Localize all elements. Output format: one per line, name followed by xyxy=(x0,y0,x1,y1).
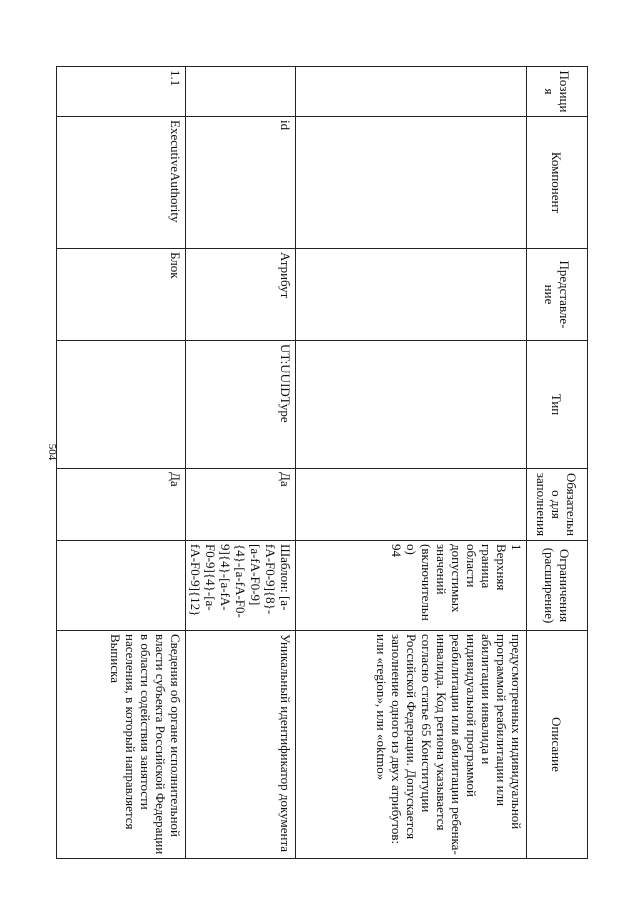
cell-description: Сведения об органе исполнительной власти субъекта Российской Федерации в области содействия занятости населения, в который направляется Выписка xyxy=(57,631,186,859)
header-component: Компонент xyxy=(527,117,588,249)
cell-required xyxy=(296,469,527,541)
header-position: Позиция xyxy=(527,67,588,117)
cell-representation: Атрибут xyxy=(186,249,296,341)
header-type: Тип xyxy=(527,341,588,469)
page-number: 504 xyxy=(46,443,58,461)
cell-restriction: 1 Верхняя граница области допустимых значений (включительно) 94 xyxy=(296,541,527,631)
specification-table xyxy=(56,66,588,859)
cell-representation: Блок xyxy=(57,249,186,341)
cell-position xyxy=(296,67,527,117)
cell-restriction: Шаблон: [a-fA-F0-9]{8}-[a-fA-F0-9]{4}-[a-fA-F0-9]{4}-[a-fA-F0-9]{4}-[a-fA-F0-9]{12} xyxy=(186,541,296,631)
table-row xyxy=(296,67,527,859)
cell-position: 1.1 xyxy=(57,67,186,117)
cell-type: UT:UUIDType xyxy=(186,341,296,469)
table-row xyxy=(186,67,296,859)
header-description: Описание xyxy=(527,631,588,859)
cell-restriction xyxy=(57,541,186,631)
cell-component: id xyxy=(186,117,296,249)
cell-description: предусмотренных индивидуальной программой реабилитации или абилитации инвалида и индивидуальной программой реабилитации или абилитации ребенка-инвалида. Код региона указывается согласно статье 65 Конституции Российской Федерации. Допускается заполнение одного из двух атрибутов: или «region», или «oktmo» xyxy=(296,631,527,859)
cell-component xyxy=(296,117,527,249)
cell-representation xyxy=(296,249,527,341)
cell-type xyxy=(57,341,186,469)
header-restriction: Ограничения (расширение) xyxy=(527,541,588,631)
cell-required: Да xyxy=(186,469,296,541)
header-required: Обязательно для заполнения xyxy=(527,469,588,541)
cell-description: Уникальный идентификатор документа xyxy=(186,631,296,859)
table-row xyxy=(57,67,186,859)
cell-required: Да xyxy=(57,469,186,541)
cell-component: ExecutiveAuthority xyxy=(57,117,186,249)
header-representation: Представле-ние xyxy=(527,249,588,341)
cell-type xyxy=(296,341,527,469)
cell-position xyxy=(186,67,296,117)
table-header-row xyxy=(527,67,588,859)
rotated-page-content xyxy=(72,66,588,858)
